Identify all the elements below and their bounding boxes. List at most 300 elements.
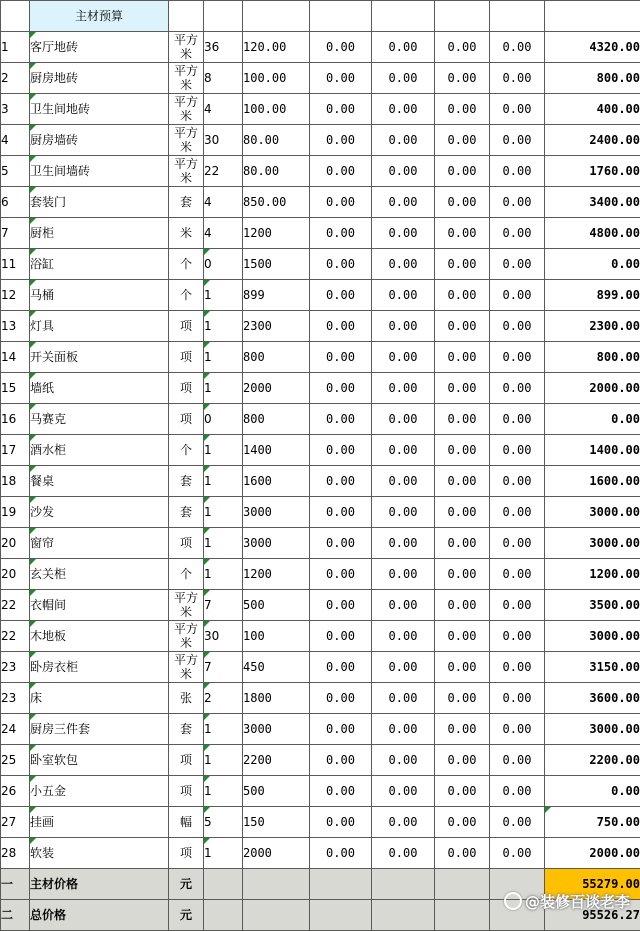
unit-cell[interactable] bbox=[169, 156, 204, 187]
cost-cell-2[interactable] bbox=[372, 621, 435, 652]
row-index-cell[interactable] bbox=[1, 683, 30, 714]
unit-price-cell[interactable] bbox=[243, 156, 310, 187]
cost-cell-3[interactable] bbox=[435, 63, 490, 94]
cost-cell-1-text: 0.00 bbox=[326, 722, 355, 736]
header-cell-empty[interactable] bbox=[1, 1, 30, 32]
unit-price-cell[interactable] bbox=[243, 373, 310, 404]
row-total-cell[interactable] bbox=[545, 373, 640, 404]
cost-cell-3[interactable] bbox=[435, 528, 490, 559]
unit-cell[interactable] bbox=[169, 652, 204, 683]
cost-cell-3[interactable] bbox=[435, 249, 490, 280]
cost-cell-4[interactable] bbox=[490, 776, 545, 807]
quantity-cell[interactable] bbox=[204, 528, 243, 559]
row-index-cell[interactable] bbox=[1, 156, 30, 187]
quantity-cell[interactable] bbox=[204, 156, 243, 187]
unit-cell[interactable] bbox=[169, 528, 204, 559]
cost-cell-3[interactable] bbox=[435, 218, 490, 249]
row-index-cell[interactable] bbox=[1, 497, 30, 528]
cost-cell-1[interactable] bbox=[310, 776, 372, 807]
cost-cell-1[interactable] bbox=[310, 156, 372, 187]
cost-cell-4[interactable] bbox=[490, 156, 545, 187]
cost-cell-3[interactable] bbox=[435, 373, 490, 404]
cost-cell-4[interactable] bbox=[490, 435, 545, 466]
cost-cell-2[interactable] bbox=[372, 745, 435, 776]
cost-cell-3[interactable] bbox=[435, 683, 490, 714]
cost-cell-2[interactable] bbox=[372, 342, 435, 373]
cost-cell-2[interactable] bbox=[372, 652, 435, 683]
cost-cell-4[interactable] bbox=[490, 714, 545, 745]
cost-cell-1[interactable] bbox=[310, 125, 372, 156]
quantity-cell[interactable] bbox=[204, 311, 243, 342]
cost-cell-3[interactable] bbox=[435, 94, 490, 125]
cost-cell-1[interactable] bbox=[310, 528, 372, 559]
item-name-cell-text: 酒水柜 bbox=[30, 443, 66, 457]
cost-cell-4[interactable] bbox=[490, 683, 545, 714]
cost-cell-2[interactable] bbox=[372, 776, 435, 807]
summary-empty-cell[interactable] bbox=[372, 869, 435, 900]
item-name-cell[interactable] bbox=[30, 745, 169, 776]
cost-cell-1[interactable] bbox=[310, 714, 372, 745]
item-name-cell[interactable] bbox=[30, 373, 169, 404]
row-total-cell[interactable] bbox=[545, 404, 640, 435]
cost-cell-2[interactable] bbox=[372, 714, 435, 745]
cost-cell-1[interactable] bbox=[310, 249, 372, 280]
unit-cell[interactable] bbox=[169, 838, 204, 869]
unit-cell[interactable] bbox=[169, 94, 204, 125]
cost-cell-4[interactable] bbox=[490, 559, 545, 590]
cost-cell-3[interactable] bbox=[435, 342, 490, 373]
cost-cell-3[interactable] bbox=[435, 466, 490, 497]
unit-cell[interactable] bbox=[169, 63, 204, 94]
unit-cell-text: 个 bbox=[180, 288, 192, 302]
quantity-cell[interactable] bbox=[204, 466, 243, 497]
cost-cell-1[interactable] bbox=[310, 311, 372, 342]
row-total-cell[interactable] bbox=[545, 683, 640, 714]
row-total-cell[interactable] bbox=[545, 280, 640, 311]
unit-price-cell[interactable] bbox=[243, 807, 310, 838]
summary-total-cell-text: 95526.27 bbox=[582, 908, 640, 922]
unit-price-cell[interactable] bbox=[243, 559, 310, 590]
unit-price-cell[interactable] bbox=[243, 714, 310, 745]
cost-cell-3[interactable] bbox=[435, 838, 490, 869]
header-cell-empty[interactable] bbox=[545, 1, 640, 32]
cost-cell-1[interactable] bbox=[310, 218, 372, 249]
cost-cell-4[interactable] bbox=[490, 497, 545, 528]
row-total-cell[interactable] bbox=[545, 776, 640, 807]
row-index-cell[interactable] bbox=[1, 652, 30, 683]
unit-cell[interactable] bbox=[169, 311, 204, 342]
quantity-cell[interactable] bbox=[204, 776, 243, 807]
cost-cell-2-text: 0.00 bbox=[389, 815, 418, 829]
row-total-cell[interactable] bbox=[545, 528, 640, 559]
cost-cell-1[interactable] bbox=[310, 466, 372, 497]
row-total-cell[interactable] bbox=[545, 32, 640, 63]
cost-cell-4[interactable] bbox=[490, 466, 545, 497]
item-name-cell[interactable] bbox=[30, 63, 169, 94]
unit-price-cell[interactable] bbox=[243, 218, 310, 249]
row-index-cell[interactable] bbox=[1, 342, 30, 373]
item-name-cell[interactable] bbox=[30, 249, 169, 280]
quantity-cell[interactable] bbox=[204, 745, 243, 776]
cost-cell-3[interactable] bbox=[435, 714, 490, 745]
quantity-cell[interactable] bbox=[204, 404, 243, 435]
item-name-cell[interactable] bbox=[30, 652, 169, 683]
unit-cell[interactable] bbox=[169, 32, 204, 63]
row-total-cell[interactable] bbox=[545, 187, 640, 218]
cost-cell-3[interactable] bbox=[435, 404, 490, 435]
quantity-cell[interactable] bbox=[204, 838, 243, 869]
summary-unit-cell[interactable] bbox=[169, 869, 204, 900]
item-name-cell[interactable] bbox=[30, 683, 169, 714]
cost-cell-4[interactable] bbox=[490, 807, 545, 838]
row-total-cell[interactable] bbox=[545, 125, 640, 156]
quantity-cell[interactable] bbox=[204, 125, 243, 156]
cost-cell-1[interactable] bbox=[310, 404, 372, 435]
item-name-cell[interactable] bbox=[30, 776, 169, 807]
cost-cell-2[interactable] bbox=[372, 683, 435, 714]
quantity-cell-text: 1 bbox=[204, 381, 212, 395]
unit-cell[interactable] bbox=[169, 590, 204, 621]
cost-cell-1[interactable] bbox=[310, 559, 372, 590]
cost-cell-3[interactable] bbox=[435, 156, 490, 187]
quantity-cell[interactable] bbox=[204, 652, 243, 683]
item-name-cell[interactable] bbox=[30, 218, 169, 249]
item-name-cell[interactable] bbox=[30, 311, 169, 342]
cost-cell-3[interactable] bbox=[435, 280, 490, 311]
row-index-cell[interactable] bbox=[1, 280, 30, 311]
cost-cell-2[interactable] bbox=[372, 218, 435, 249]
header-cell-empty[interactable] bbox=[169, 1, 204, 32]
cost-cell-1[interactable] bbox=[310, 94, 372, 125]
cost-cell-1[interactable] bbox=[310, 280, 372, 311]
quantity-cell[interactable] bbox=[204, 280, 243, 311]
summary-label-cell[interactable] bbox=[30, 869, 169, 900]
row-index-cell[interactable] bbox=[1, 94, 30, 125]
item-name-cell[interactable] bbox=[30, 94, 169, 125]
row-total-cell[interactable] bbox=[545, 63, 640, 94]
unit-cell[interactable] bbox=[169, 621, 204, 652]
cost-cell-4[interactable] bbox=[490, 32, 545, 63]
row-total-cell[interactable] bbox=[545, 838, 640, 869]
cost-cell-4[interactable] bbox=[490, 342, 545, 373]
item-name-cell[interactable] bbox=[30, 156, 169, 187]
row-total-cell[interactable] bbox=[545, 466, 640, 497]
cost-cell-2[interactable] bbox=[372, 249, 435, 280]
unit-cell[interactable] bbox=[169, 497, 204, 528]
unit-cell[interactable] bbox=[169, 404, 204, 435]
cost-cell-4[interactable] bbox=[490, 218, 545, 249]
unit-cell[interactable] bbox=[169, 435, 204, 466]
summary-empty-cell[interactable] bbox=[204, 869, 243, 900]
row-index-cell[interactable] bbox=[1, 125, 30, 156]
cost-cell-1[interactable] bbox=[310, 32, 372, 63]
header-cell-empty[interactable] bbox=[435, 1, 490, 32]
quantity-cell[interactable] bbox=[204, 590, 243, 621]
cost-cell-3[interactable] bbox=[435, 590, 490, 621]
unit-cell[interactable] bbox=[169, 187, 204, 218]
cost-cell-2[interactable] bbox=[372, 32, 435, 63]
unit-price-cell[interactable] bbox=[243, 683, 310, 714]
unit-price-cell[interactable] bbox=[243, 745, 310, 776]
cost-cell-2[interactable] bbox=[372, 311, 435, 342]
cost-cell-1[interactable] bbox=[310, 187, 372, 218]
row-index-cell[interactable] bbox=[1, 187, 30, 218]
cost-cell-3[interactable] bbox=[435, 311, 490, 342]
unit-cell[interactable] bbox=[169, 714, 204, 745]
quantity-cell[interactable] bbox=[204, 621, 243, 652]
item-name-cell[interactable] bbox=[30, 125, 169, 156]
unit-price-cell[interactable] bbox=[243, 435, 310, 466]
cost-cell-1[interactable] bbox=[310, 621, 372, 652]
item-name-cell[interactable] bbox=[30, 435, 169, 466]
unit-cell[interactable] bbox=[169, 559, 204, 590]
cost-cell-4[interactable] bbox=[490, 652, 545, 683]
unit-price-cell[interactable] bbox=[243, 652, 310, 683]
item-name-cell[interactable] bbox=[30, 280, 169, 311]
cost-cell-2[interactable] bbox=[372, 590, 435, 621]
quantity-cell[interactable] bbox=[204, 249, 243, 280]
cost-cell-3[interactable] bbox=[435, 652, 490, 683]
unit-cell[interactable] bbox=[169, 745, 204, 776]
cost-cell-2[interactable] bbox=[372, 404, 435, 435]
cost-cell-2[interactable] bbox=[372, 838, 435, 869]
quantity-cell[interactable] bbox=[204, 435, 243, 466]
cost-cell-1[interactable] bbox=[310, 497, 372, 528]
header-cell-empty[interactable] bbox=[490, 1, 545, 32]
row-index-cell[interactable] bbox=[1, 373, 30, 404]
cost-cell-2[interactable] bbox=[372, 528, 435, 559]
row-total-cell[interactable] bbox=[545, 497, 640, 528]
row-total-cell[interactable] bbox=[545, 559, 640, 590]
row-total-cell[interactable] bbox=[545, 590, 640, 621]
quantity-cell[interactable] bbox=[204, 32, 243, 63]
cost-cell-4[interactable] bbox=[490, 94, 545, 125]
cost-cell-4[interactable] bbox=[490, 590, 545, 621]
row-index-cell[interactable] bbox=[1, 435, 30, 466]
cost-cell-4[interactable] bbox=[490, 373, 545, 404]
quantity-cell[interactable] bbox=[204, 342, 243, 373]
row-index-cell[interactable] bbox=[1, 249, 30, 280]
cost-cell-2[interactable] bbox=[372, 466, 435, 497]
cost-cell-1[interactable] bbox=[310, 373, 372, 404]
cost-cell-4[interactable] bbox=[490, 838, 545, 869]
cost-cell-3[interactable] bbox=[435, 497, 490, 528]
cost-cell-3[interactable] bbox=[435, 125, 490, 156]
row-total-cell[interactable] bbox=[545, 156, 640, 187]
unit-cell[interactable] bbox=[169, 373, 204, 404]
item-name-cell[interactable] bbox=[30, 621, 169, 652]
row-index-cell[interactable] bbox=[1, 63, 30, 94]
row-total-cell[interactable] bbox=[545, 94, 640, 125]
unit-price-cell[interactable] bbox=[243, 621, 310, 652]
unit-price-cell[interactable] bbox=[243, 249, 310, 280]
cost-cell-4[interactable] bbox=[490, 187, 545, 218]
item-name-cell[interactable] bbox=[30, 497, 169, 528]
cost-cell-3[interactable] bbox=[435, 435, 490, 466]
header-cell-empty[interactable] bbox=[204, 1, 243, 32]
unit-cell[interactable] bbox=[169, 280, 204, 311]
unit-price-cell[interactable] bbox=[243, 280, 310, 311]
item-name-cell[interactable] bbox=[30, 559, 169, 590]
unit-price-cell[interactable] bbox=[243, 776, 310, 807]
cost-cell-2[interactable] bbox=[372, 187, 435, 218]
table-title[interactable]: 主材预算 bbox=[30, 1, 169, 32]
summary-empty-cell[interactable] bbox=[310, 869, 372, 900]
cost-cell-1[interactable] bbox=[310, 683, 372, 714]
item-name-cell[interactable] bbox=[30, 838, 169, 869]
cell-comment-marker bbox=[30, 497, 36, 503]
summary-index-cell[interactable] bbox=[1, 869, 30, 900]
item-name-cell[interactable] bbox=[30, 32, 169, 63]
header-cell-empty[interactable] bbox=[310, 1, 372, 32]
unit-cell[interactable] bbox=[169, 342, 204, 373]
cost-cell-1[interactable] bbox=[310, 745, 372, 776]
unit-price-cell[interactable] bbox=[243, 497, 310, 528]
quantity-cell[interactable] bbox=[204, 807, 243, 838]
cost-cell-2-text: 0.00 bbox=[389, 40, 418, 54]
row-index-cell[interactable] bbox=[1, 528, 30, 559]
row-index-cell[interactable] bbox=[1, 32, 30, 63]
item-name-cell[interactable] bbox=[30, 342, 169, 373]
header-cell-empty[interactable] bbox=[372, 1, 435, 32]
cost-cell-3[interactable] bbox=[435, 807, 490, 838]
unit-price-cell[interactable] bbox=[243, 342, 310, 373]
table-row bbox=[1, 249, 640, 280]
unit-cell[interactable] bbox=[169, 218, 204, 249]
cost-cell-4[interactable] bbox=[490, 311, 545, 342]
cost-cell-2[interactable] bbox=[372, 807, 435, 838]
cost-cell-1[interactable] bbox=[310, 838, 372, 869]
row-total-cell[interactable] bbox=[545, 745, 640, 776]
cost-cell-3[interactable] bbox=[435, 559, 490, 590]
cost-cell-2[interactable] bbox=[372, 280, 435, 311]
cost-cell-1[interactable] bbox=[310, 342, 372, 373]
row-index-cell[interactable] bbox=[1, 590, 30, 621]
cost-cell-2[interactable] bbox=[372, 94, 435, 125]
item-name-cell[interactable] bbox=[30, 590, 169, 621]
row-index-cell[interactable] bbox=[1, 714, 30, 745]
item-name-cell[interactable] bbox=[30, 714, 169, 745]
cost-cell-1[interactable] bbox=[310, 63, 372, 94]
quantity-cell[interactable] bbox=[204, 94, 243, 125]
cell-comment-marker bbox=[30, 125, 36, 131]
cost-cell-2[interactable] bbox=[372, 373, 435, 404]
summary-empty-cell[interactable] bbox=[435, 869, 490, 900]
item-name-cell[interactable] bbox=[30, 528, 169, 559]
row-total-cell[interactable] bbox=[545, 714, 640, 745]
unit-price-cell[interactable] bbox=[243, 32, 310, 63]
unit-price-cell[interactable] bbox=[243, 466, 310, 497]
unit-price-cell[interactable] bbox=[243, 838, 310, 869]
row-index-cell[interactable] bbox=[1, 559, 30, 590]
row-index-cell[interactable] bbox=[1, 621, 30, 652]
cost-cell-4[interactable] bbox=[490, 528, 545, 559]
row-index-cell[interactable] bbox=[1, 404, 30, 435]
cost-cell-4[interactable] bbox=[490, 249, 545, 280]
row-total-cell[interactable] bbox=[545, 342, 640, 373]
row-index-cell[interactable] bbox=[1, 218, 30, 249]
unit-cell[interactable] bbox=[169, 466, 204, 497]
unit-price-cell[interactable] bbox=[243, 404, 310, 435]
quantity-cell[interactable] bbox=[204, 714, 243, 745]
cost-cell-4[interactable] bbox=[490, 63, 545, 94]
cost-cell-3[interactable] bbox=[435, 621, 490, 652]
cost-cell-4[interactable] bbox=[490, 125, 545, 156]
cost-cell-3[interactable] bbox=[435, 745, 490, 776]
quantity-cell[interactable] bbox=[204, 187, 243, 218]
cost-cell-4[interactable] bbox=[490, 280, 545, 311]
row-index-cell[interactable] bbox=[1, 745, 30, 776]
cost-cell-1[interactable] bbox=[310, 435, 372, 466]
row-index-cell[interactable] bbox=[1, 466, 30, 497]
quantity-cell[interactable] bbox=[204, 63, 243, 94]
cost-cell-2[interactable] bbox=[372, 435, 435, 466]
unit-cell[interactable] bbox=[169, 249, 204, 280]
unit-cell[interactable] bbox=[169, 125, 204, 156]
row-index-cell[interactable] bbox=[1, 776, 30, 807]
cost-cell-2[interactable] bbox=[372, 497, 435, 528]
row-index-cell[interactable] bbox=[1, 807, 30, 838]
unit-price-cell[interactable] bbox=[243, 187, 310, 218]
unit-cell[interactable] bbox=[169, 776, 204, 807]
cost-cell-4[interactable] bbox=[490, 404, 545, 435]
unit-price-cell[interactable] bbox=[243, 125, 310, 156]
unit-cell[interactable] bbox=[169, 683, 204, 714]
cost-cell-4[interactable] bbox=[490, 621, 545, 652]
quantity-cell[interactable] bbox=[204, 559, 243, 590]
row-total-cell[interactable] bbox=[545, 311, 640, 342]
cost-cell-2[interactable] bbox=[372, 63, 435, 94]
unit-price-cell[interactable] bbox=[243, 94, 310, 125]
row-total-cell[interactable] bbox=[545, 218, 640, 249]
summary-empty-cell[interactable] bbox=[243, 869, 310, 900]
quantity-cell[interactable] bbox=[204, 683, 243, 714]
quantity-cell[interactable] bbox=[204, 373, 243, 404]
cost-cell-3[interactable] bbox=[435, 187, 490, 218]
cost-cell-2[interactable] bbox=[372, 156, 435, 187]
cost-cell-1[interactable] bbox=[310, 590, 372, 621]
cost-cell-2[interactable] bbox=[372, 125, 435, 156]
cost-cell-1[interactable] bbox=[310, 807, 372, 838]
cost-cell-3[interactable] bbox=[435, 32, 490, 63]
header-cell-empty[interactable] bbox=[243, 1, 310, 32]
cost-cell-1[interactable] bbox=[310, 652, 372, 683]
item-name-cell[interactable] bbox=[30, 807, 169, 838]
quantity-cell[interactable] bbox=[204, 218, 243, 249]
unit-cell[interactable] bbox=[169, 807, 204, 838]
row-total-cell[interactable] bbox=[545, 249, 640, 280]
cost-cell-4-text: 0.00 bbox=[503, 598, 532, 612]
item-name-cell[interactable] bbox=[30, 466, 169, 497]
row-total-cell[interactable] bbox=[545, 807, 640, 838]
cost-cell-4[interactable] bbox=[490, 745, 545, 776]
unit-price-cell[interactable] bbox=[243, 63, 310, 94]
row-total-cell[interactable] bbox=[545, 435, 640, 466]
cost-cell-2[interactable] bbox=[372, 559, 435, 590]
row-total-cell[interactable] bbox=[545, 621, 640, 652]
item-name-cell[interactable] bbox=[30, 404, 169, 435]
unit-price-cell[interactable] bbox=[243, 590, 310, 621]
unit-price-cell[interactable] bbox=[243, 528, 310, 559]
quantity-cell[interactable] bbox=[204, 497, 243, 528]
item-name-cell[interactable] bbox=[30, 187, 169, 218]
row-index-cell[interactable] bbox=[1, 311, 30, 342]
cost-cell-1-text: 0.00 bbox=[326, 381, 355, 395]
cost-cell-3[interactable] bbox=[435, 776, 490, 807]
row-index-cell[interactable] bbox=[1, 838, 30, 869]
unit-price-cell[interactable] bbox=[243, 311, 310, 342]
row-total-cell[interactable] bbox=[545, 652, 640, 683]
